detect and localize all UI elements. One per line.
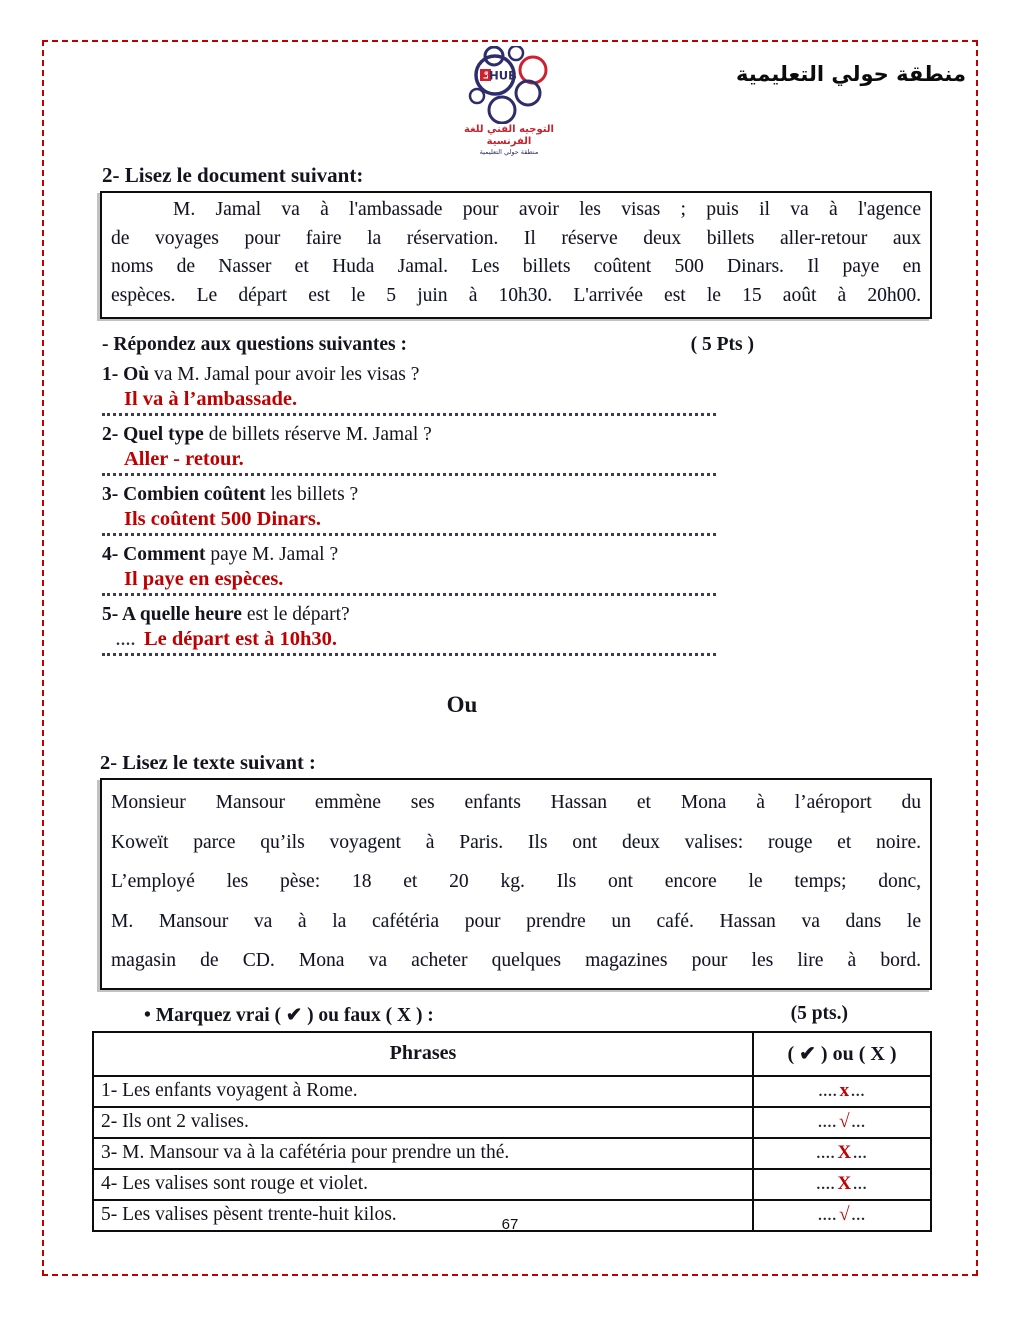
mark-dots: ....	[818, 1115, 838, 1131]
question-block-5	[102, 603, 716, 656]
handwritten-answer: Le départ est à 10h30.	[144, 628, 338, 650]
handwritten-answer: Aller - retour.	[124, 448, 244, 470]
table-header-row	[93, 1032, 931, 1076]
passage2-line: M. Mansour va à la cafétéria pour prendre un café. Hassan va dans le	[111, 910, 921, 932]
answer-lead-dots: ....	[116, 632, 136, 649]
table-row	[93, 1107, 931, 1138]
question-block-1	[102, 363, 716, 416]
passage1-line: noms de Nasser et Huda Jamal. Les billets coûtent 500 Dinars. Il paye en	[111, 256, 921, 277]
section2-title: 2- Lisez le texte suivant :	[100, 752, 316, 774]
answer-line	[102, 447, 716, 476]
question-block-2	[102, 423, 716, 476]
table-row	[93, 1169, 931, 1200]
true-false-table	[92, 1031, 932, 1232]
mark-cell	[753, 1169, 931, 1200]
question-rest: va M. Jamal pour avoir les visas ?	[149, 364, 420, 385]
handwritten-mark: √	[839, 1111, 850, 1132]
section1-title: 2- Lisez le document suivant:	[102, 163, 364, 187]
question-rest: est le départ?	[241, 604, 350, 625]
true-false-instruction-row	[100, 1003, 932, 1027]
phrase-cell: 1- Les enfants voyagent à Rome.	[93, 1076, 753, 1107]
hub-logo-icon	[453, 46, 565, 124]
answer-line	[102, 507, 716, 536]
question-text	[102, 423, 716, 446]
logo-hub-label: HUB	[489, 68, 517, 83]
mark-dots: ...	[853, 1177, 868, 1193]
questions-instruction-row	[102, 334, 754, 356]
question-rest: de billets réserve M. Jamal ?	[203, 424, 432, 445]
mark-dots: ...	[851, 1208, 866, 1224]
reading-passage-1	[100, 191, 932, 319]
logo-subcaption-arabic: منطقة حولي التعليمية	[479, 148, 539, 156]
mark-dots: ...	[851, 1084, 866, 1100]
question-text	[102, 603, 716, 626]
passage2-line: L’employé les pèse: 18 et 20 kg. Ils ont encore le temps; donc,	[111, 871, 921, 892]
question-lead: 1- Où	[102, 364, 150, 385]
section1-points: ( 5 Pts )	[690, 334, 754, 355]
table-row	[93, 1138, 931, 1169]
answer-line	[102, 627, 716, 656]
page-number: 67	[501, 1216, 519, 1233]
hub-logo	[448, 46, 570, 157]
question-text	[102, 483, 716, 506]
document-body	[100, 163, 932, 1232]
true-false-instruction: • Marquez vrai ( ✔ ) ou faux ( X ) :	[144, 1004, 434, 1026]
mark-cell	[753, 1138, 931, 1169]
passage2-line: magasin de CD. Mona va acheter quelques magazines pour les lire à bord.	[111, 950, 921, 971]
handwritten-answer: Il paye en espèces.	[124, 568, 284, 590]
handwritten-mark: X	[837, 1173, 852, 1194]
question-rest: paye M. Jamal ?	[205, 544, 339, 565]
phrase-cell: 5- Les valises pèsent trente-huit kilos.	[93, 1200, 753, 1231]
mark-dots: ...	[853, 1146, 868, 1162]
question-lead: 5- A quelle heure	[102, 604, 242, 625]
passage2-line: Monsieur Mansour emmène ses enfants Hassan et Mona à l’aéroport du	[111, 792, 921, 813]
questions-instruction: - Répondez aux questions suivantes :	[102, 334, 408, 355]
mark-dots: ....	[816, 1146, 836, 1162]
or-divider: Ou	[446, 692, 478, 717]
handwritten-mark: √	[839, 1204, 850, 1225]
answer-line	[102, 387, 716, 416]
phrase-cell: 3- M. Mansour va à la cafétéria pour prendre un thé.	[93, 1138, 753, 1169]
handwritten-answer: Il va à l’ambassade.	[124, 388, 298, 410]
question-lead: 3- Combien coûtent	[102, 484, 266, 505]
handwritten-mark: x	[839, 1080, 850, 1101]
logo-caption-arabic: التوجيه الفني للغة الفرنسية	[464, 124, 554, 147]
passage1-line: de voyages pour faire la réservation. Il réserve deux billets aller-retour aux	[111, 227, 921, 249]
mark-dots: ....	[816, 1177, 836, 1193]
question-block-3	[102, 483, 716, 536]
passage1-line: M. Jamal va à l'ambassade pour avoir les visas ; puis il va à l'agence	[173, 199, 921, 220]
mark-cell	[753, 1107, 931, 1138]
mark-dots: ...	[851, 1115, 866, 1131]
question-text	[102, 363, 716, 386]
handwritten-mark: X	[837, 1142, 852, 1163]
phrases-column-header: Phrases	[93, 1032, 753, 1076]
phrase-cell: 2- Ils ont 2 valises.	[93, 1107, 753, 1138]
logo-le-label: Le	[483, 71, 490, 79]
section2-points: (5 pts.)	[790, 1002, 848, 1024]
table-row	[93, 1076, 931, 1107]
marks-column-header: ( ✔ ) ou ( X )	[753, 1032, 931, 1076]
passage2-line: Koweït parce qu’ils voyagent à Paris. Ils ont deux valises: rouge et noire.	[111, 831, 921, 853]
phrase-cell: 4- Les valises sont rouge et violet.	[93, 1169, 753, 1200]
reading-passage-2	[100, 778, 932, 990]
question-lead: 2- Quel type	[102, 424, 204, 445]
question-rest: les billets ?	[265, 484, 359, 505]
handwritten-answer: Ils coûtent 500 Dinars.	[124, 508, 322, 530]
educational-area-title: منطقة حولي التعليمية	[736, 62, 966, 86]
question-text	[102, 543, 716, 566]
passage1-line: espèces. Le départ est le 5 juin à 10h30. L'arrivée est le 15 août à 20h00.	[111, 284, 921, 306]
answer-line	[102, 567, 716, 596]
mark-dots: ....	[818, 1084, 838, 1100]
mark-dots: ....	[818, 1208, 838, 1224]
question-block-4	[102, 543, 716, 596]
question-lead: 4- Comment	[102, 544, 206, 565]
mark-cell	[753, 1076, 931, 1107]
